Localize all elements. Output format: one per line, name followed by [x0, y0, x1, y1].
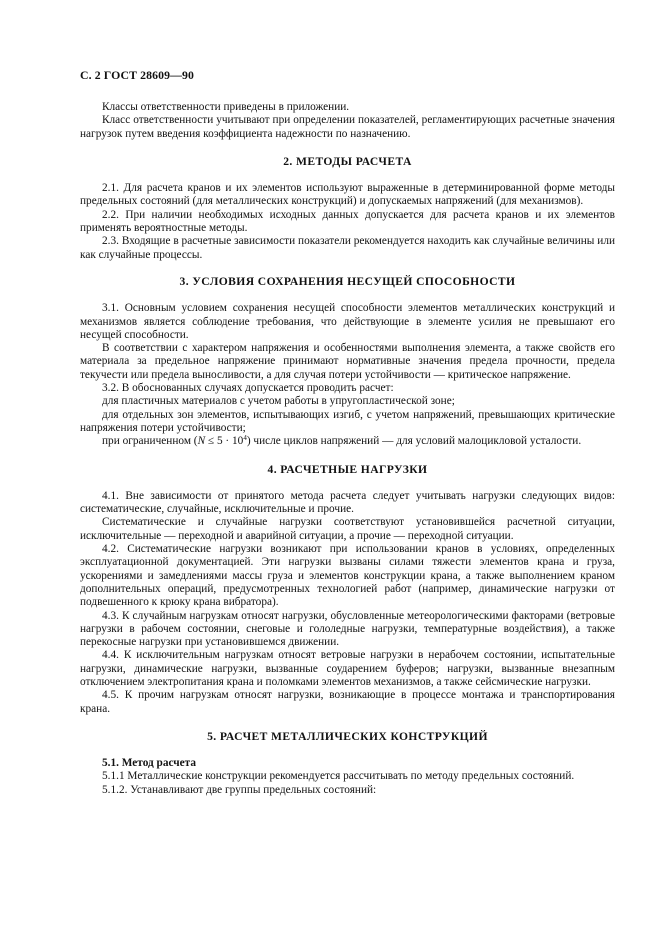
paragraph-4-2: 4.2. Систематические нагрузки возникают при использовании кранов в условиях, определенных эксплуатационной документацией. Эти нагрузки вызваны силами тяжести элементов крана и груза, ускорениями и замедлениями массы груза и элементов конструкции крана, а также выполнением краном дополнительных операций, предусмотренных технологией работ (например, динамические нагрузки от подвешенного к крюку крана вибратора). [80, 543, 615, 609]
paragraph-4-3: 4.3. К случайным нагрузкам относят нагрузки, обусловленные метеорологическими факторами (ветровые нагрузки в рабочем состоянии, снеговые и гололедные нагрузки, температурные воздействия), а также перекосные нагрузки при установившемся движении. [80, 609, 615, 649]
page-header: С. 2 ГОСТ 28609—90 [80, 68, 195, 82]
subsection-5-1-title: 5.1. Метод расчета [102, 757, 196, 770]
paragraph-4-1-cont: Систематические и случайные нагрузки соответствуют установившейся расчетной ситуации, исключительные — переходной и аварийной ситуации, а прочие — переходной ситуации. [80, 516, 615, 542]
paragraph-3-2-item-cycles: при ограниченном $(N \le 5 \cdot 10^4)$ числе циклов напряжений — для условий малоцикловой усталости. [102, 434, 582, 448]
paragraph-2-3: 2.3. Входящие в расчетные зависимости показатели рекомендуется находить как случайные величины или как случайные процессы. [80, 235, 615, 261]
paragraph-4-4: 4.4. К исключительным нагрузкам относят ветровые нагрузки в нерабочем состоянии, испытательные нагрузки, динамические нагрузки, вызванные соударением буферов; нагрузки, вызванные внезапным отключением электропитания крана и поломками элементов механизмов, а также сейсмические нагрузки. [80, 649, 615, 688]
intro-paragraph: Класс ответственности учитывают при определении показателей, регламентирующих расчетные значения нагрузок путем введения коэффициента надежности по назначению. [80, 114, 615, 140]
paragraph-4-1: 4.1. Вне зависимости от принятого метода расчета следует учитывать нагрузки следующих видов: систематические, случайные, исключительные и прочие. [80, 489, 615, 516]
section-2-title: 2. МЕТОДЫ РАСЧЕТА [283, 154, 412, 168]
paragraph-3-2-item: для пластичных материалов с учетом работы в упругопластической зоне; [102, 395, 455, 408]
section-5-title: 5. РАСЧЕТ МЕТАЛЛИЧЕСКИХ КОНСТРУКЦИЙ [207, 729, 488, 743]
section-3-title: 3. УСЛОВИЯ СОХРАНЕНИЯ НЕСУЩЕЙ СПОСОБНОСТИ [179, 274, 516, 288]
paragraph-5-1-1: 5.1.1 Металлические конструкции рекомендуется рассчитывать по методу предельных состояний. [102, 770, 575, 783]
paragraph-4-5: 4.5. К прочим нагрузкам относят нагрузки, возникающие в процессе монтажа и транспортирования крана. [80, 689, 615, 715]
paragraph-3-1: 3.1. Основным условием сохранения несущей способности элементов металлических конструкций и механизмов является соблюдение требования, что действующие в элементе усилия не превышают его несущей способности. [80, 302, 615, 341]
intro-paragraph: Классы ответственности приведены в приложении. [102, 101, 350, 113]
paragraph-5-1-2: 5.1.2. Устанавливают две группы предельных состояний: [102, 783, 377, 796]
paragraph-2-2: 2.2. При наличии необходимых исходных данных допускается для расчета кранов и их элементов применять вероятностные методы. [80, 208, 615, 235]
section-4-title: 4. РАСЧЕТНЫЕ НАГРУЗКИ [267, 462, 428, 476]
paragraph-3-1-cont: В соответствии с характером напряжения и особенностями выполнения элемента, а также свойств его материала за предельное напряжение принимают нормативные значения предела прочности, предела текучести или предела выносливости, а для случая потери устойчивости — критическое напряжение. [80, 342, 615, 381]
paragraph-3-2-item: для отдельных зон элементов, испытывающих изгиб, с учетом напряжений, превышающих критические напряжения потери устойчивости; [80, 408, 615, 434]
paragraph-3-2: 3.2. В обоснованных случаях допускается проводить расчет: [102, 382, 394, 395]
paragraph-2-1: 2.1. Для расчета кранов и их элементов используют выраженные в детерминированной форме методы предельных состояний (для металлических конструкций) и допускаемых напряжений (для механизмов). [80, 182, 615, 208]
document-body [80, 101, 615, 797]
